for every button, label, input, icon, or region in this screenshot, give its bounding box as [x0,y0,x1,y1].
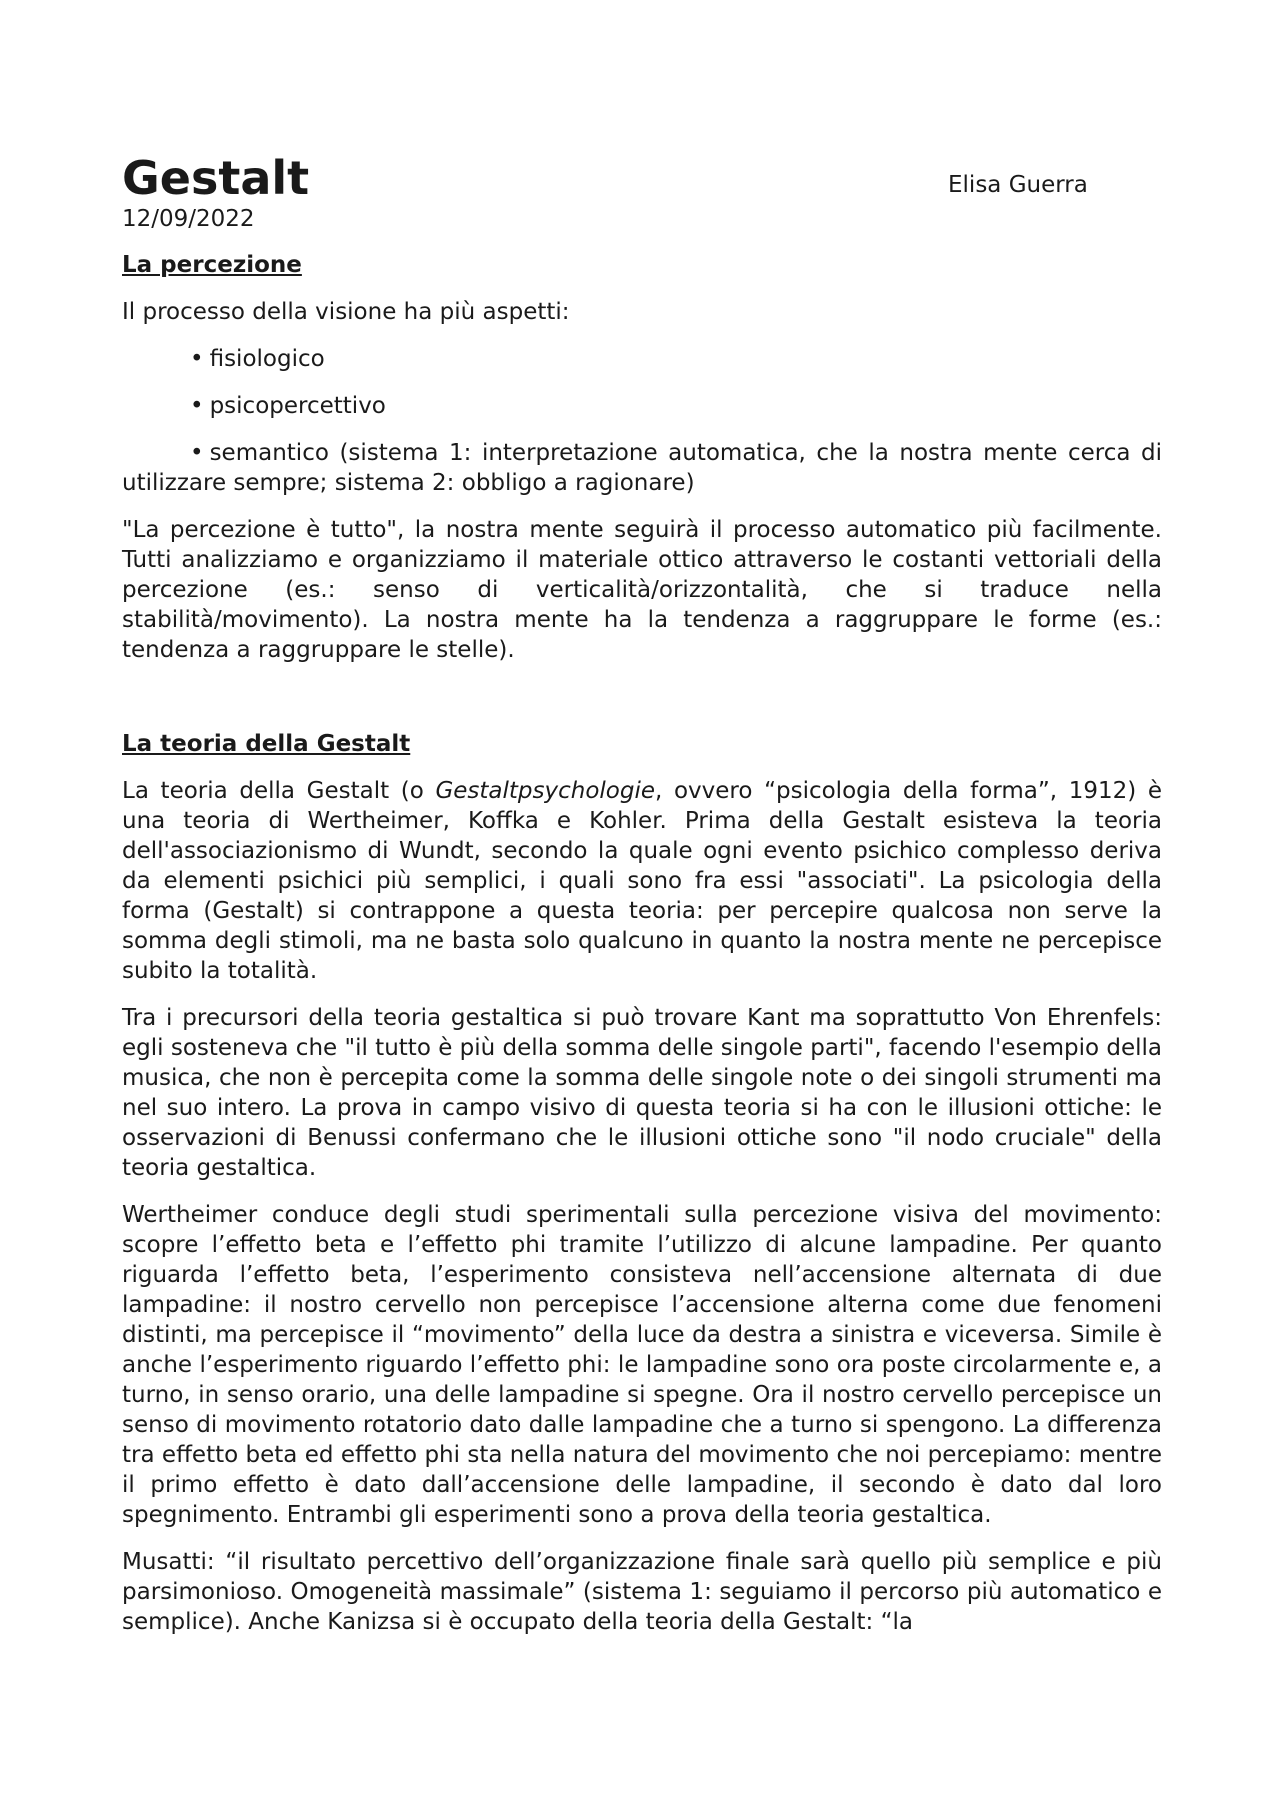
document-date: 12/09/2022 [122,206,255,232]
paragraph: Musatti: “il risultato percettivo dell’organizzazione finale sarà quello più semplice e più parsimonioso. Omogeneità massimale” (sistema 1: seguiamo il percorso più automatico e semplice). Anche Kanizsa si è occupato della teoria della Gestalt: “la [122,1549,1162,1635]
paragraph-text: La teoria della Gestalt (o [122,778,436,804]
paragraph-text: , ovvero “psicologia della forma”, 1912) è una teoria di Wertheimer, Koffka e Kohler. Prima della Gestalt esisteva la teoria dell'associazionismo di Wundt, secondo la quale ogni evento psichico complesso deriva da elementi psichici più semplici, i quali sono fra essi "associati". La psicologia della forma (Gestalt) si contrappone a questa teoria: per percepire qualcosa non serve la somma degli stimoli, ma ne basta solo qualcuno in quanto la nostra mente ne percepisce subito la totalità. [122,778,1162,984]
bullet-text: fisiologico [209,346,325,372]
italic-term: Gestaltpsychologie [435,778,656,804]
section-heading: La percezione [122,252,302,278]
section-la-percezione [122,250,1162,665]
author-name: Elisa Guerra [948,172,1088,198]
section-teoria-gestalt [122,729,1162,1637]
bullet-icon: • [190,393,204,419]
list-item [122,438,1162,498]
list-item [122,344,1162,374]
list-item [122,391,1162,421]
bullet-list [122,344,1162,498]
paragraph [122,776,1162,986]
bullet-icon: • [190,440,204,466]
bullet-icon: • [190,346,204,372]
paragraph: "La percezione è tutto", la nostra mente seguirà il processo automatico più facilmente. Tutti analizziamo e organizziamo il materiale ottico attraverso le costanti vettoriali della percezione (es.: senso di verticalità/orizzontalità, che si traduce nella stabilità/movimento). La nostra mente ha la tendenza a raggruppare le forme (es.: tendenza a raggruppare le stelle). [122,517,1162,663]
section-heading: La teoria della Gestalt [122,731,411,757]
bullet-text: semantico (sistema 1: interpretazione automatica, che la nostra mente cerca di utilizzare sempre; sistema 2: obbligo a ragionare) [122,440,1162,496]
section-spacer [122,682,1162,729]
bullet-text: psicopercettivo [209,393,386,419]
document-title: Gestalt [122,151,310,205]
document-body [122,250,1162,1654]
paragraph: Wertheimer conduce degli studi sperimentali sulla percezione visiva del movimento: scopre l’effetto beta e l’effetto phi tramite l’utilizzo di alcune lampadine. Per quanto riguarda l’effetto beta, l’esperimento consisteva nell’accensione alternata di due lampadine: il nostro cervello non percepisce l’accensione alterna come due fenomeni distinti, ma percepisce il “movimento” della luce da destra a sinistra e viceversa. Simile è anche l’esperimento riguardo l’effetto phi: le lampadine sono ora poste circolarmente e, a turno, in senso orario, una delle lampadine si spegne. Ora il nostro cervello percepisce un senso di movimento rotatorio dato dalle lampadine che a turno si spengono. La differenza tra effetto beta ed effetto phi sta nella natura del movimento che noi percepiamo: mentre il primo effetto è dato dall’accensione delle lampadine, il secondo è dato dal loro spegnimento. Entrambi gli esperimenti sono a prova della teoria gestaltica. [122,1202,1162,1528]
section-intro: Il processo della visione ha più aspetti: [122,299,570,325]
paragraph: Tra i precursori della teoria gestaltica si può trovare Kant ma soprattutto Von Ehrenfels: egli sosteneva che "il tutto è più della somma delle singole parti", facendo l'esempio della musica, che non è percepita come la somma delle singole note o dei singoli strumenti ma nel suo intero. La prova in campo visivo di questa teoria si ha con le illusioni ottiche: le osservazioni di Benussi confermano che le illusioni ottiche sono "il nodo cruciale" della teoria gestaltica. [122,1005,1162,1181]
